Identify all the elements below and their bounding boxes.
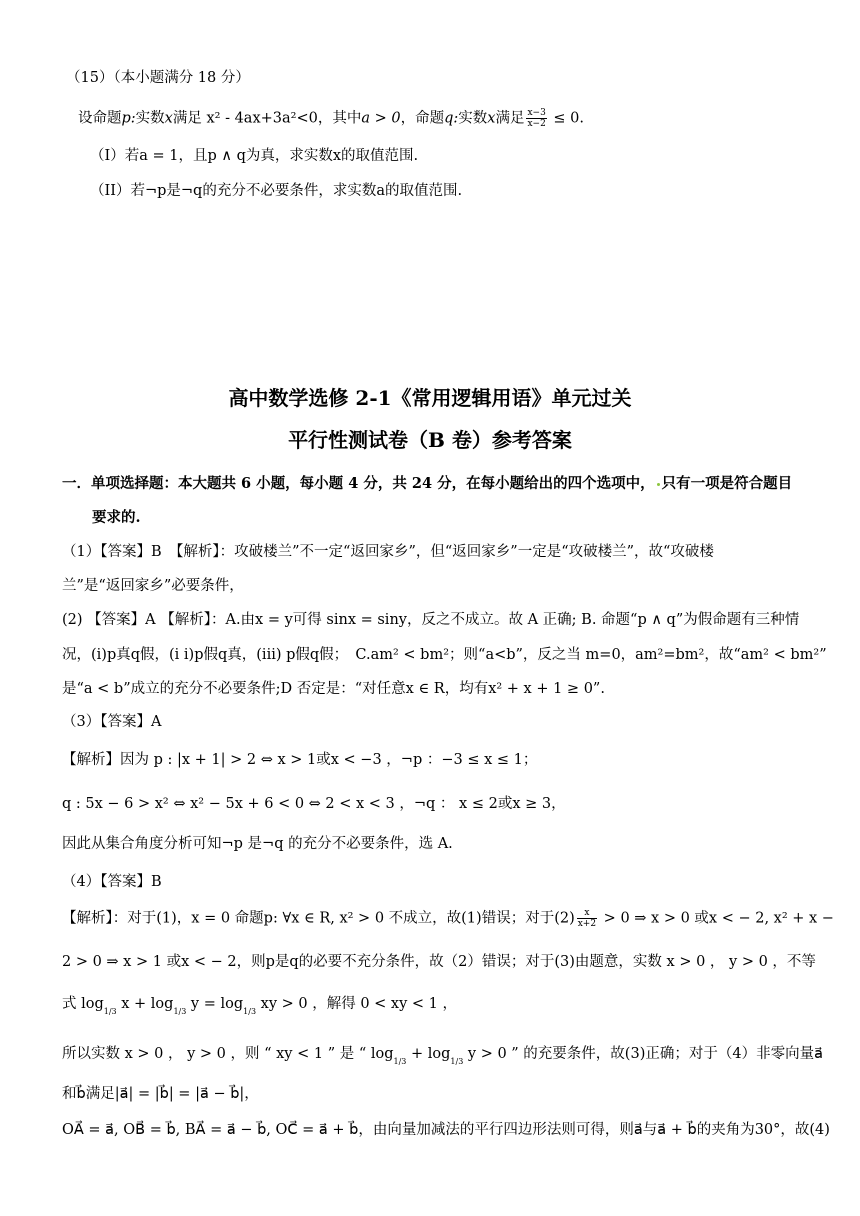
mark-dot	[657, 483, 660, 486]
section-1-heading: 一．单项选择题：本大题共 6 小题，每小题 4 分，共 24 分，在每小题给出的四个选项中， 只有一项是符合题目	[62, 475, 793, 492]
answer-4-line-1: （4）【答案】B	[62, 874, 162, 890]
answer-4-line-3: 2 > 0 ⇒ x > 1 或x < − 2，则p是q的必要不充分条件，故（2）错误；对于(3)由题意，实数 x > 0 ， y > 0 ，不等	[62, 954, 816, 970]
answer-2-line-2: 况，(i)p真q假，(i i)p假q真，(iii) p假q假； C.am² < bm²；则“a<b”，反之当 m=0，am²=bm²，故“am² < bm²”	[62, 647, 827, 663]
answer-4-line-6: 和b⃗满足|a⃗| = |b⃗| = |a⃗ − b⃗|，	[62, 1086, 259, 1102]
question-15-stem: 设命题p:实数x满足 x² - 4ax+3a²<0，其中a > 0，命题q:实数x满足 $\frac{x-3}{x-2}$ ≤ 0.	[78, 108, 584, 129]
answer-4-line-4: 式 $\log_{1/3} x + \log_{1/3} y = \log_{1/3}$ xy > 0 ，解得 0 < xy < 1 ，	[62, 996, 457, 1016]
answer-title-line-1: 高中数学选修 2-1《常用逻辑用语》单元过关	[228, 386, 632, 410]
fraction: $\frac{x}{x+2}$	[577, 908, 597, 929]
answer-1-line-2: 兰”是“返回家乡”必要条件，	[62, 578, 244, 594]
answer-4-line-2: 【解析】：对于(1)，x = 0 命题p: ∀x ∈ R, x² > 0 不成立，故(1)错误；对于(2) $\frac{x}{x+2}$ > 0 ⇒ x > 0 或x < − 2, x² + x −	[62, 908, 834, 929]
answer-3-line-2: 【解析】因为 p : |x + 1| > 2 ⇔ x > 1或x < −3 ，¬p ：−3 ≤ x ≤ 1；	[62, 752, 538, 768]
answer-title-line-2: 平行性测试卷（B 卷）参考答案	[288, 428, 572, 452]
question-15-header: （15）（本小题满分 18 分）	[66, 70, 250, 86]
fraction: $\frac{x-3}{x-2}$	[527, 108, 546, 129]
question-15-part-2: （II）若¬p是¬q的充分不必要条件，求实数a的取值范围.	[90, 183, 463, 199]
answer-2-line-3: 是“a < b”成立的充分不必要条件;D 否定是：“对任意x ∈ R，均有x² + x + 1 ≥ 0”.	[62, 681, 605, 697]
answer-4-line-7: OA⃗ = a⃗, OB⃗ = b⃗, BA⃗ = a⃗ − b⃗, OC⃗ = a⃗ + b⃗，由向量加减法的平行四边形法则可得，则a⃗与a⃗ + b⃗的夹角为30°，故(4)	[62, 1122, 830, 1138]
answer-4-line-5: 所以实数 x > 0 ， y > 0 ，则 “ xy < 1 ” 是 “ $\log_{1/3} + \log_{1/3} y > 0$ ” 的充要条件，故(3)正确；对于（4）非零向量a⃗	[62, 1046, 823, 1066]
question-15-part-1: （I）若a = 1，且p ∧ q为真，求实数x的取值范围.	[90, 148, 419, 164]
section-1-heading-cont: 要求的.	[92, 509, 141, 526]
answer-3-line-4: 因此从集合角度分析可知¬p 是¬q 的充分不必要条件，选 A.	[62, 836, 453, 852]
answer-3-line-3: q : 5x − 6 > x² ⇔ x² − 5x + 6 < 0 ⇔ 2 < x < 3 ，¬q ： x ≤ 2或x ≥ 3，	[62, 796, 566, 812]
answer-1-line-1: （1）【答案】B 【解析】：攻破楼兰”不一定“返回家乡”，但“返回家乡”一定是“攻破楼兰”，故“攻破楼	[62, 544, 714, 560]
answer-2-line-1: (2) 【答案】A 【解析】：A.由x = y可得 sinx = siny，反之不成立。故 A 正确; B. 命题“p ∧ q”为假命题有三种情	[62, 612, 800, 628]
answer-3-line-1: （3）【答案】A	[62, 714, 162, 730]
